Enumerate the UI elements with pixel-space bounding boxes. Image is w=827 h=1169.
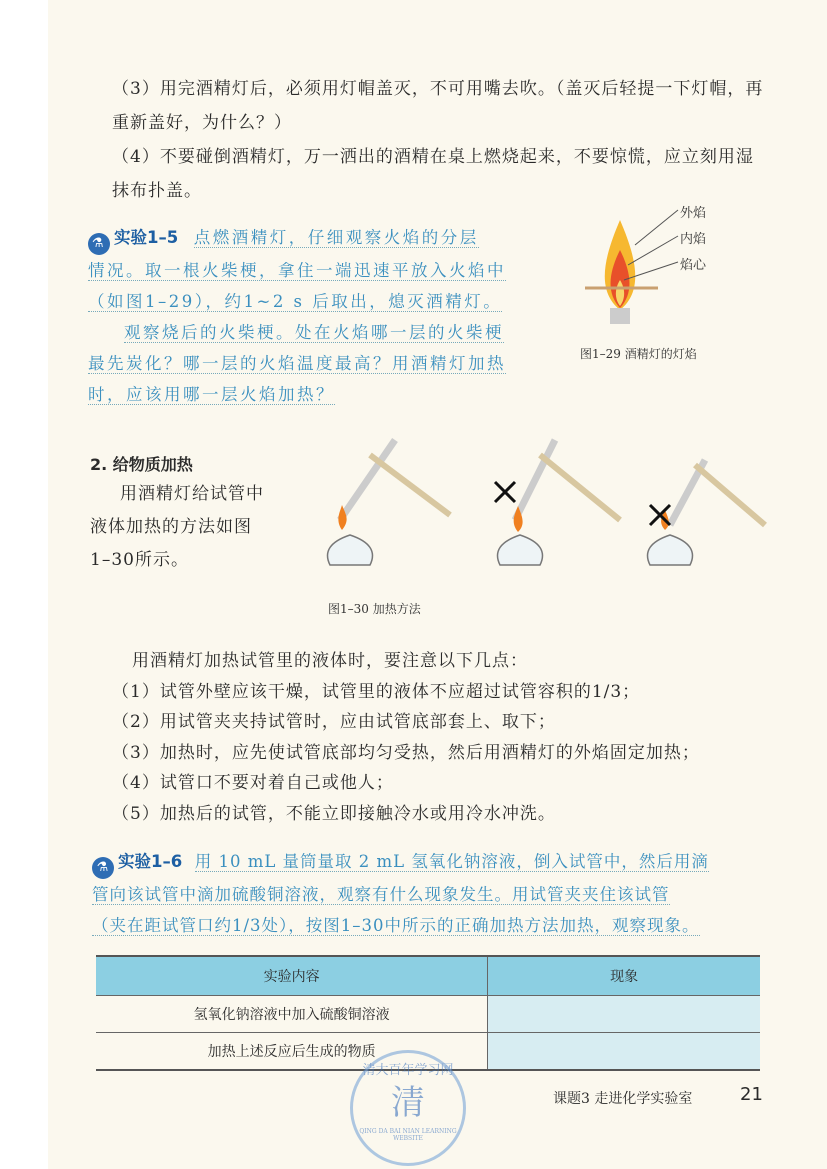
page-number: 21 [740,1084,763,1105]
flame-figure [580,200,730,335]
note-item: （2）用试管夹夹持试管时，应由试管底部套上、取下； [112,712,556,732]
text-line: 点燃酒精灯，仔细观察火焰的分层 [193,228,479,247]
text-line: 观察烧后的火柴梗。处在火焰哪一层的火柴梗 [124,323,504,342]
note-item: （3）加热时，应先使试管底部均匀受热，然后用酒精灯的外焰固定加热； [112,742,700,763]
flame-label: 焰心 [680,258,707,273]
text-line: （如图1–29），约1~2 s 后取出，熄灭酒精灯。 [88,292,503,311]
paragraph: （3）用完酒精灯后，必须用灯帽盖灭，不可用嘴去吹。（盖灭后轻提一下灯帽，再重新盖好，为什么？） [112,79,764,133]
text-line: 最先炭化？哪一层的火焰温度最高？用酒精灯加热 [88,354,506,373]
text-line: 管向该试管中滴加硫酸铜溶液，观察有什么现象发生。用试管夹夹住该试管 [92,885,670,904]
text-line: 情况。取一根火柴梗，拿住一端迅速平放入火焰中 [88,261,506,280]
flame-label: 外焰 [680,206,707,221]
notes [112,646,772,829]
flask-icon: ⚗ [88,233,110,255]
table-row: 氢氧化钠溶液中加入硫酸铜溶液 [96,996,760,1033]
note-item: （5）加热后的试管，不能立即接触冷水或用冷水冲洗。 [112,803,556,824]
table-header: 现象 [488,956,760,996]
figure-caption: 图1–29 酒精灯的灯焰 [580,347,697,361]
paragraph: （4）不要碰倒酒精灯，万一洒出的酒精在桌上燃烧起来，不要惊慌，应立刻用湿抹布扑盖。 [112,147,754,201]
section-text: 用酒精灯给试管中 液体加热的方法如图 1–30所示。 [90,484,264,570]
watermark-seal: 清大百年学习网 清 QING DA BAI NIAN LEARNING WEBSITE [350,1050,466,1166]
experiment-tag: 实验1–5 [114,228,179,247]
experiment-1-6 [92,846,772,941]
flame-label: 内焰 [680,232,707,247]
text-line: 时，应该用哪一层火焰加热？ [88,385,335,404]
text-line: 用 10 mL 量筒量取 2 mL 氢氧化钠溶液，倒入试管中，然后用滴 [194,852,709,871]
table-row: 加热上述反应后生成的物质 [96,1033,760,1071]
figure-caption: 图1–30 加热方法 [328,602,421,616]
notes-intro: 用酒精灯加热试管里的液体时，要注意以下几点： [132,651,528,671]
note-item: （4）试管口不要对着自己或他人； [112,773,394,793]
footer-chapter: 课题3 走进化学实验室 [553,1091,693,1107]
table-header: 实验内容 [96,956,488,996]
experiment-tag: 实验1–6 [118,852,183,871]
text-line: （夹在距试管口约1/3处），按图1–30中所示的正确加热方法加热，观察现象。 [92,916,700,935]
note-item: （1）试管外壁应该干燥，试管里的液体不应超过试管容积的1/3； [112,681,641,702]
experiment-1-5 [88,222,538,410]
flask-icon: ⚗ [92,857,114,879]
section-heading: 2. 给物质加热 [90,455,193,474]
heating-methods-figure [310,420,780,585]
